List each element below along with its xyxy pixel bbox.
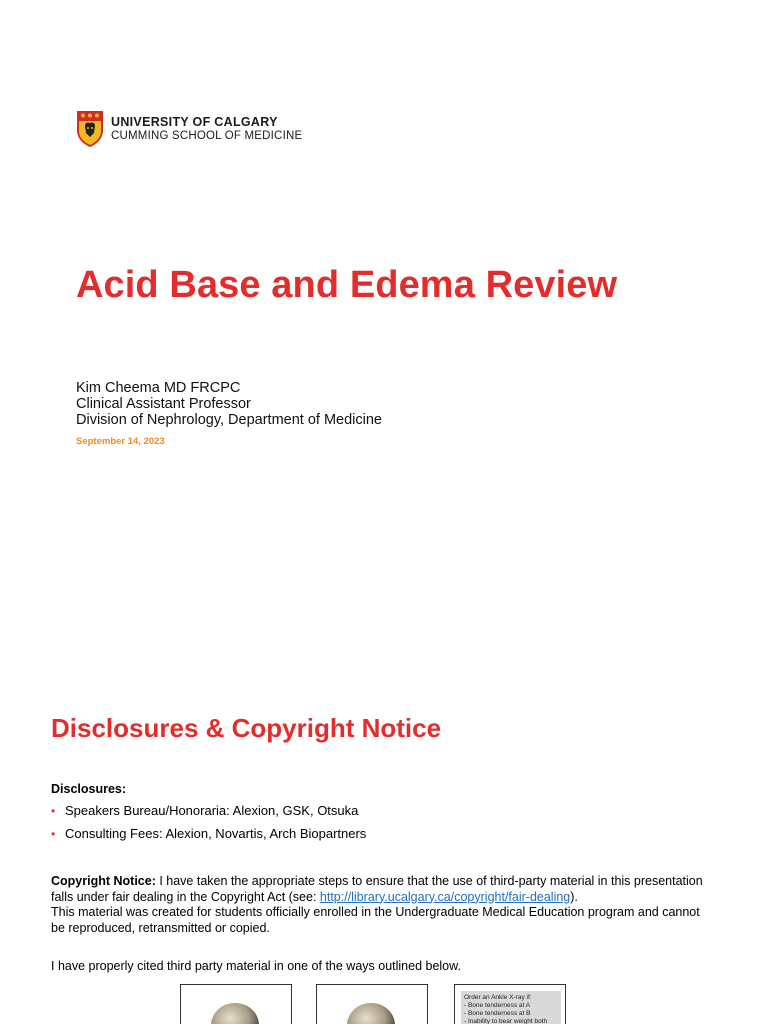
citation-statement: I have properly cited third party material in one of the ways outlined below. — [51, 959, 461, 973]
disclosure-text: Consulting Fees: Alexion, Novartis, Arch Biopartners — [65, 826, 367, 841]
presentation-date: September 14, 2023 — [76, 436, 165, 447]
disclosures-heading: Disclosures: — [51, 782, 127, 796]
note-line: - Inability to bear weight both — [464, 1018, 548, 1024]
citation-example-image — [316, 984, 428, 1024]
citation-example-image — [180, 984, 292, 1024]
copyright-text-end: ). — [570, 889, 578, 904]
university-name: UNIVERSITY OF CALGARY — [111, 115, 278, 129]
author-role: Clinical Assistant Professor — [76, 396, 251, 412]
list-item — [51, 826, 366, 841]
bullet-icon: • — [51, 804, 56, 818]
disclosures-list — [51, 803, 366, 849]
skull-icon — [345, 999, 397, 1024]
disclosures-slide — [0, 680, 768, 1024]
bullet-icon: • — [51, 827, 56, 841]
note-line: - Bone tenderness at B — [464, 1010, 531, 1017]
presentation-title: Acid Base and Edema Review — [76, 264, 618, 306]
citation-example-note — [454, 984, 566, 1024]
university-crest-icon — [76, 110, 104, 148]
copyright-text: I have taken the appropriate steps to ensure that the use of third-party material in this presentation falls under fair dealing in the Copyright Act (see: — [51, 874, 703, 904]
fair-dealing-link[interactable]: http://library.ucalgary.ca/copyright/fair-dealing — [319, 889, 571, 904]
university-logo — [76, 110, 302, 148]
author-division: Division of Nephrology, Department of Medicine — [76, 412, 382, 428]
note-line: - Bone tenderness at A — [464, 1002, 531, 1009]
enrollment-notice: This material was created for students officially enrolled in the Undergraduate Medical Education program and cannot be reproduced, retransmitted or copied. — [51, 905, 700, 935]
author-block — [76, 380, 382, 428]
list-item — [51, 803, 366, 818]
note-box — [461, 991, 561, 1024]
disclosure-text: Speakers Bureau/Honoraria: Alexion, GSK, Otsuka — [65, 803, 359, 818]
note-heading: Order an Ankle X-ray if: — [464, 994, 532, 1001]
copyright-label: Copyright Notice: — [51, 874, 156, 888]
slide-title: Disclosures & Copyright Notice — [51, 713, 442, 743]
school-name: CUMMING SCHOOL OF MEDICINE — [111, 130, 303, 142]
copyright-notice — [51, 874, 711, 936]
skull-icon — [209, 999, 261, 1024]
author-name: Kim Cheema MD FRCPC — [76, 380, 241, 396]
